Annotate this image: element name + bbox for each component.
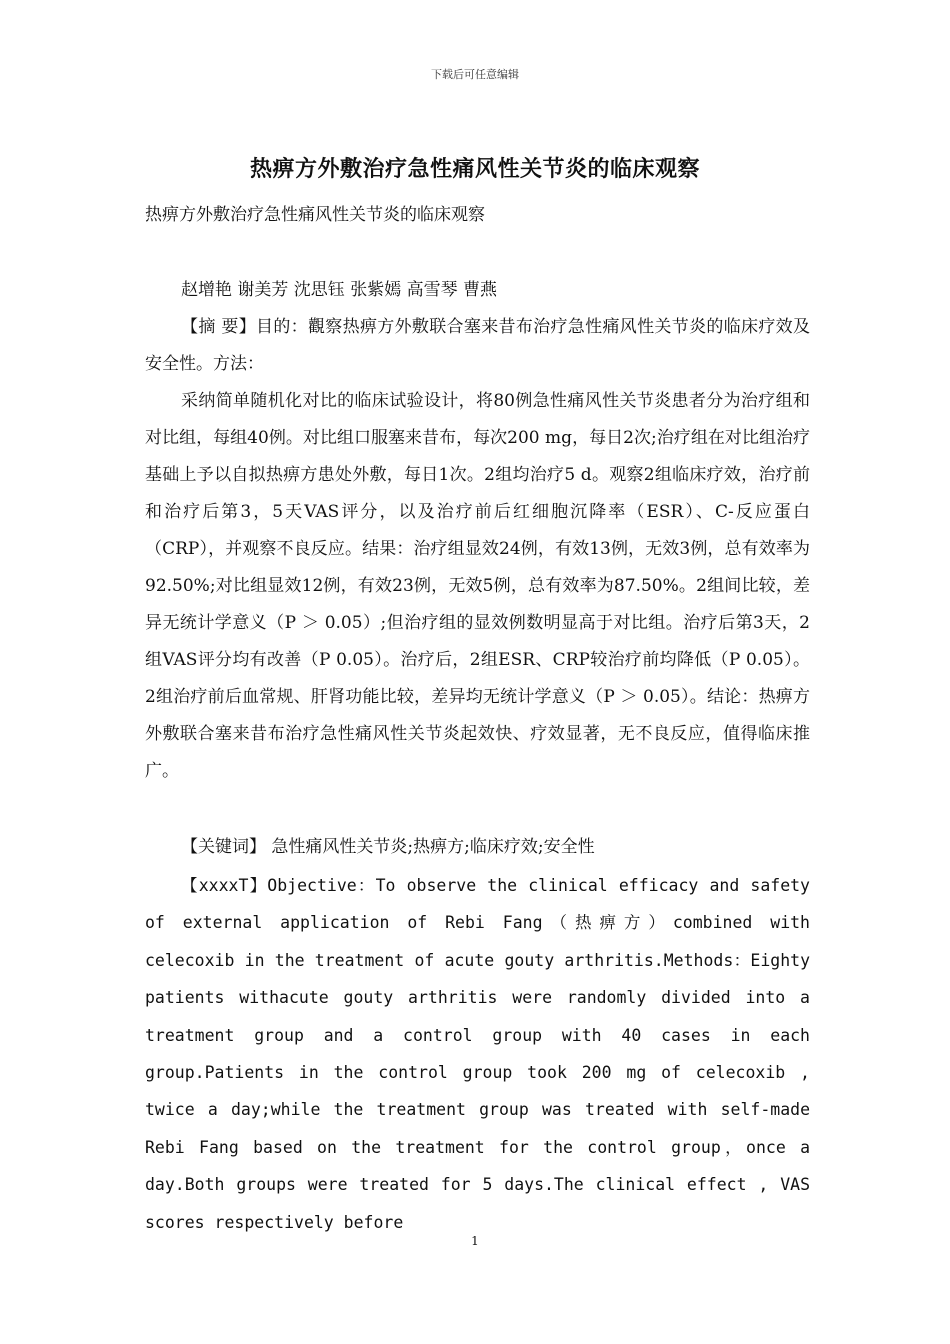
document-subtitle: 热痹方外敷治疗急性痛风性关节炎的临床观察 [145,205,485,225]
english-abstract: 【xxxxT】Objective：To observe the clinical efficacy and safety of external application of Rebi Fang（热痹方）combined with celecoxib in the treatment of acute gouty arthritis.Methods：Eighty patients withacute gouty arthritis were randomly divided into a treatment group and a control group with 40 cases in each group.Patients in the control group took 200 mg of celecoxib , twice a day;while the treatment group was treated with self-made Rebi Fang based on the treatment for the control group，once a day.Both groups were treated for 5 days.The clinical effect , VAS scores respectively before [145,876,810,1232]
document-title: 热痹方外敷治疗急性痛风性关节炎的临床观察 [249,156,700,182]
abstract-body: 采纳简单随机化对比的临床试验设计，将80例急性痛风性关节炎患者分为治疗组和对比组，每组40例。对比组口服塞来昔布，每次200 mg，每日2次;治疗组在对比组治疗基础上予以自拟热痹方患处外敷，每日1次。2组均治疗5 d。观察2组临床疗效，治疗前和治疗后第3，5天VAS评分，以及治疗前后红细胞沉降率（ESR）、C-反应蛋白（CRP），并观察不良反应。结果：治疗组显效24例，有效13例，无效3例，总有效率为92.50%;对比组显效12例，有效23例，无效5例，总有效率为87.50%。2组间比较，差异无统计学意义（P ＞ 0.05）;但治疗组的显效例数明显高于对比组。治疗后第3天，2组VAS评分均有改善（P 0.05）。治疗后，2组ESR、CRP较治疗前均降低（P 0.05）。2组治疗前后血常规、肝肾功能比较，差异均无统计学意义（P ＞ 0.05）。结论：热痹方外敷联合塞来昔布治疗急性痛风性关节炎起效快、疗效显著，无不良反应，值得临床推广。 [145,391,810,781]
header-note: 下载后可任意编辑 [431,68,519,81]
abstract-heading: 【摘 要】目的：觀察热痹方外敷联合塞来昔布治疗急性痛风性关节炎的临床疗效及安全性。方法： [145,317,810,374]
author-list: 赵增艳 谢美芳 沈思钰 张紫嫣 高雪琴 曹燕 [181,280,498,300]
keywords-line: 【关键词】 急性痛风性关节炎;热痹方;临床疗效;安全性 [181,837,595,857]
page-number: 1 [471,1234,479,1248]
